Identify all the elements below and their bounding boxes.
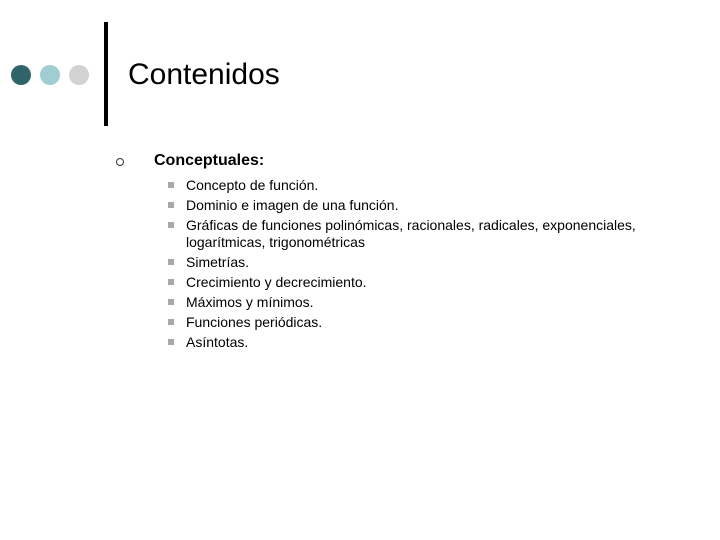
decorative-dots [11, 65, 89, 85]
list-item-text: Simetrías. [186, 254, 250, 270]
list-item-text: Dominio e imagen de una función. [186, 197, 399, 213]
square-bullet-icon [168, 319, 174, 325]
square-bullet-icon [168, 279, 174, 285]
list-item-text: Gráficas de funciones polinómicas, racionales, radicales, exponenciales, logarítmicas, trigonométricas [186, 217, 636, 250]
light-teal-dot [40, 65, 60, 85]
list-item-text: Crecimiento y decrecimiento. [186, 274, 367, 290]
list-item [113, 274, 693, 291]
square-bullet-icon [168, 299, 174, 305]
slide-content [113, 150, 693, 354]
list-item-text: Funciones periódicas. [186, 314, 323, 330]
list-item [113, 334, 693, 351]
list-item-text: Asíntotas. [186, 334, 249, 350]
title-divider [104, 22, 108, 126]
square-bullet-icon [168, 182, 174, 188]
slide-title: Contenidos [128, 58, 280, 91]
list-item-text: Concepto de función. [186, 177, 319, 193]
gray-dot [69, 65, 89, 85]
square-bullet-icon [168, 202, 174, 208]
list-item-text: Máximos y mínimos. [186, 294, 314, 310]
topic-list [113, 177, 693, 351]
ring-bullet-icon [116, 158, 124, 166]
list-item [113, 254, 693, 271]
square-bullet-icon [168, 259, 174, 265]
list-item [113, 314, 693, 331]
section-heading: Conceptuales: [154, 152, 265, 169]
dark-teal-dot [11, 65, 31, 85]
list-item [113, 197, 693, 214]
square-bullet-icon [168, 222, 174, 228]
section-heading-row [113, 150, 693, 172]
list-item [113, 294, 693, 311]
list-item [113, 177, 693, 194]
square-bullet-icon [168, 339, 174, 345]
list-item [113, 217, 693, 251]
